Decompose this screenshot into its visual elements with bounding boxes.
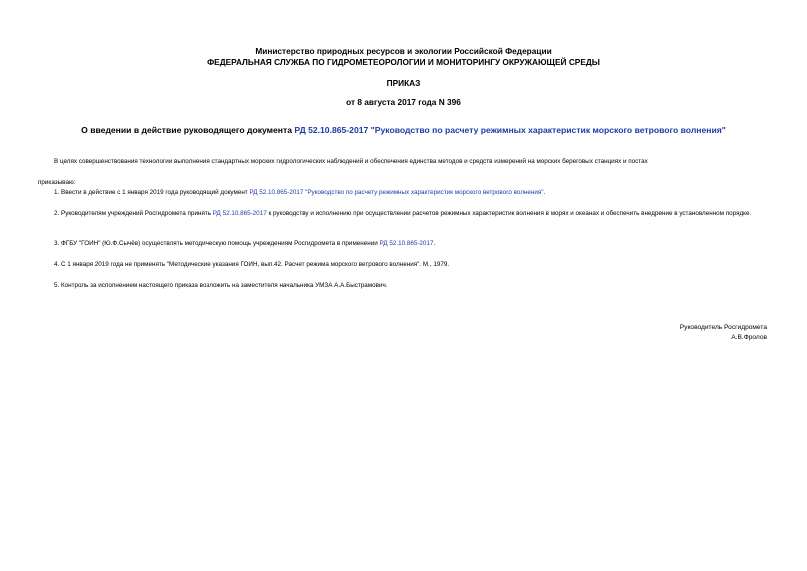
signatory-position: Руководитель Росгидромета xyxy=(679,324,767,331)
item-3-end: . xyxy=(433,240,436,247)
item-1-document-link[interactable]: РД 52.10.865-2017 "Руководство по расчету режимных характеристик морского ветрового волнения" xyxy=(249,189,544,196)
item-2-document-link[interactable]: РД 52.10.865-2017 xyxy=(212,210,267,217)
item-2-text: 2. Руководителям учреждений Росгидромета принять xyxy=(54,210,213,217)
item-1-text: 1. Ввести в действие с 1 января 2019 года руководящий документ xyxy=(54,189,250,196)
signatory-name: А.В.Фролов xyxy=(731,334,767,341)
service-heading: ФЕДЕРАЛЬНАЯ СЛУЖБА ПО ГИДРОМЕТЕОРОЛОГИИ И МОНИТОРИНГУ ОКРУЖАЮЩЕЙ СРЕДЫ xyxy=(207,57,600,67)
item-3-document-link[interactable]: РД 52.10.865-2017 xyxy=(379,240,434,247)
title-prefix: О введении в действие руководящего документа xyxy=(81,125,295,135)
order-item-5: 5. Контроль за исполнением настоящего приказа возложить на заместителя начальника УМЗА А.А.Быстрамович. xyxy=(54,282,388,289)
doc-type-heading: ПРИКАЗ xyxy=(386,78,421,88)
ministry-heading: Министерство природных ресурсов и экологии Российской Федерации xyxy=(255,46,552,56)
order-item-4: 4. С 1 января 2019 года не применять "Методические указания ГОИН, вып.42. Расчет режима морского ветрового волнения". М., 1979. xyxy=(54,261,450,268)
item-3-text: 3. ФГБУ "ГОИН" (Ю.Ф.Сычёв) осуществлять методическую помощь учреждениям Росгидромета в применении xyxy=(54,240,380,247)
item-2-end: к руководству и исполнению при осуществлении расчетов режимных характеристик волнения в морях и океанах и обеспечить внедрение в установленном порядке. xyxy=(266,210,752,217)
date-number-heading: от 8 августа 2017 года N 396 xyxy=(346,97,461,107)
order-item-2 xyxy=(38,209,770,219)
item-1-end: . xyxy=(543,189,546,196)
order-item-3 xyxy=(38,239,770,249)
title-document-link[interactable]: РД 52.10.865-2017 "Руководство по расчету режимных характеристик морского ветрового волнения" xyxy=(294,125,726,135)
order-word: приказываю: xyxy=(38,179,76,186)
order-item-1 xyxy=(38,188,770,198)
preamble-paragraph: В целях совершенствования технологии выполнения стандартных морских гидрологических наблюдений и обеспечения единства методов и средств измерений на морских береговых станциях и постах xyxy=(54,158,648,165)
document-title xyxy=(0,125,807,136)
